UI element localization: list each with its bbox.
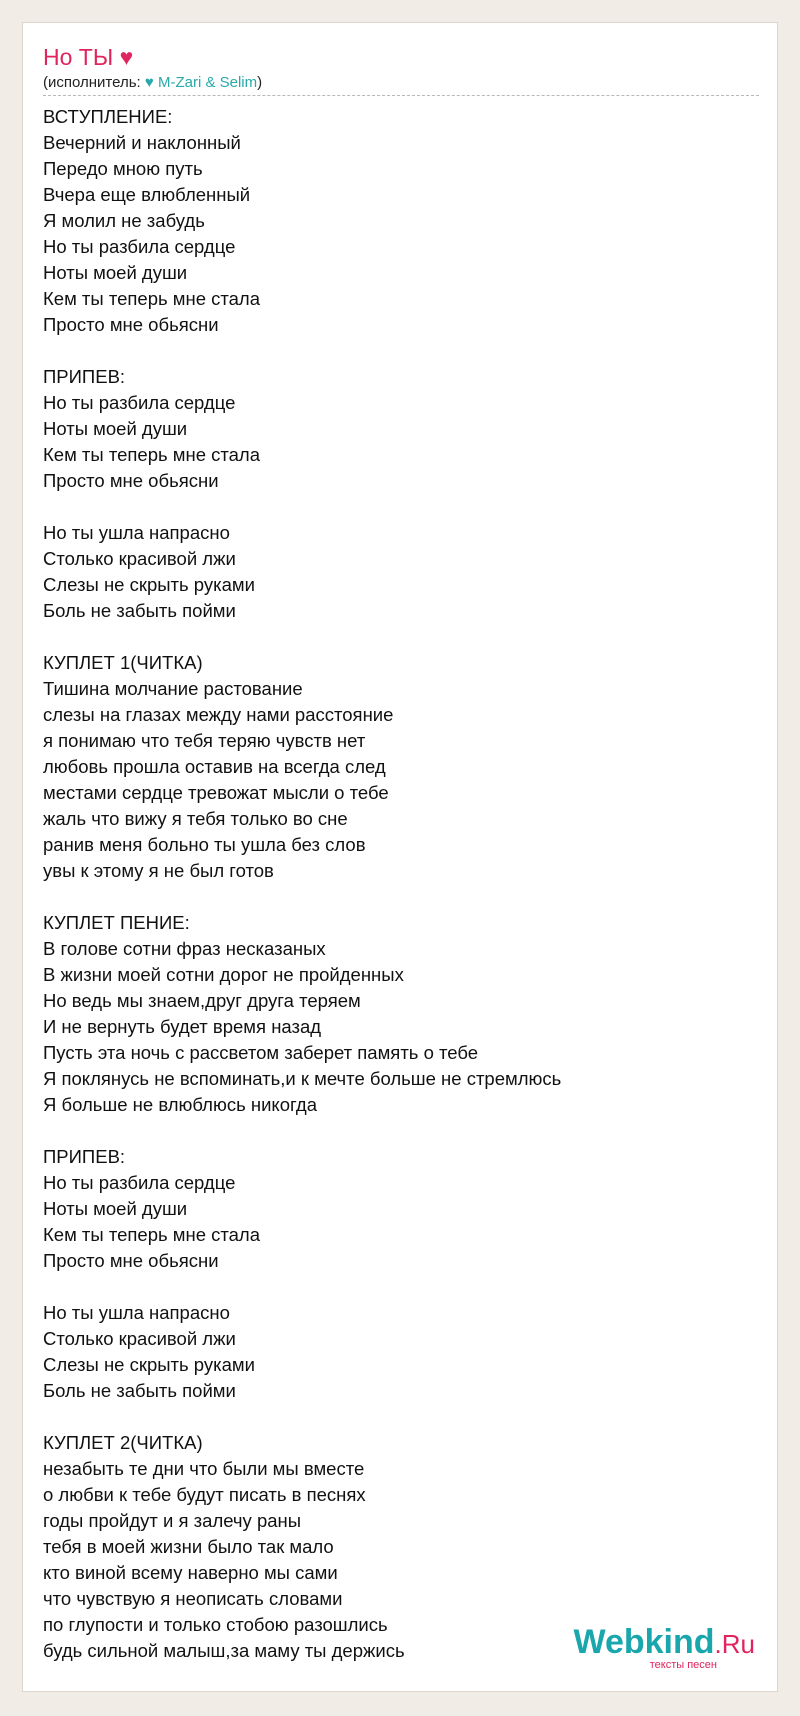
lyrics-line: будь сильной малыш,за маму ты держись — [43, 1640, 405, 1661]
lyrics-body — [43, 104, 759, 1690]
lyrics-stanza — [43, 650, 759, 884]
lyrics-line: КУПЛЕТ 1(ЧИТКА) — [43, 652, 203, 673]
lyrics-line: КУПЛЕТ ПЕНИЕ: — [43, 912, 190, 933]
lyrics-line: В жизни моей сотни дорог не пройденных — [43, 964, 404, 985]
lyrics-line: Кем ты теперь мне стала — [43, 1224, 261, 1245]
lyrics-line: Тишина молчание растование — [43, 678, 303, 699]
lyrics-line: И не вернуть будет время назад — [43, 1016, 322, 1037]
lyrics-line: тебя в моей жизни было так мало — [43, 1536, 334, 1557]
lyrics-line: кто виной всему наверно мы сами — [43, 1562, 338, 1583]
lyrics-line: Но ты ушла напрасно — [43, 1302, 230, 1323]
lyrics-line: Но ты разбила сердце — [43, 1172, 236, 1193]
lyrics-line: Я поклянусь не вспоминать,и к мечте больше не стремлюсь — [43, 1068, 562, 1089]
lyrics-line: Столько красивой лжи — [43, 1328, 236, 1349]
heart-icon: ♥ — [119, 44, 134, 70]
lyrics-line: Кем ты теперь мне стала — [43, 288, 261, 309]
lyrics-line: Боль не забыть пойми — [43, 600, 236, 621]
lyrics-line: Ноты моей души — [43, 262, 188, 283]
artist-line — [43, 74, 759, 96]
lyrics-line: ВСТУПЛЕНИЕ: — [43, 106, 173, 127]
lyrics-line: ПРИПЕВ: — [43, 366, 126, 387]
logo-suffix: .Ru — [714, 1629, 755, 1659]
artist-link[interactable] — [145, 74, 257, 91]
lyrics-line: местами сердце тревожат мысли о тебе — [43, 782, 389, 803]
lyrics-line: Но ведь мы знаем,друг друга теряем — [43, 990, 361, 1011]
lyrics-line: ранив меня больно ты ушла без слов — [43, 834, 366, 855]
lyrics-line: В голове сотни фраз несказаных — [43, 938, 326, 959]
lyrics-line: Ноты моей души — [43, 1198, 188, 1219]
lyrics-line: что чувствую я неописать словами — [43, 1588, 343, 1609]
lyrics-line: Ноты моей души — [43, 418, 188, 439]
song-title — [43, 43, 759, 71]
lyrics-stanza — [43, 104, 759, 338]
artist-suffix: ) — [257, 74, 263, 91]
artist-heart-icon: ♥ — [144, 74, 158, 91]
lyrics-line: жаль что вижу я тебя только во сне — [43, 808, 348, 829]
lyrics-line: годы пройдут и я залечу раны — [43, 1510, 302, 1531]
logo-tagline: тексты песен — [649, 1659, 717, 1671]
lyrics-card — [22, 22, 778, 1692]
site-logo[interactable] — [573, 1625, 755, 1671]
lyrics-line: Просто мне обьясни — [43, 470, 219, 491]
lyrics-line: Просто мне обьясни — [43, 314, 219, 335]
lyrics-line: Но ты ушла напрасно — [43, 522, 230, 543]
lyrics-line: Вечерний и наклонный — [43, 132, 241, 153]
lyrics-stanza — [43, 910, 759, 1118]
lyrics-line: Боль не забыть пойми — [43, 1380, 236, 1401]
lyrics-line: я понимаю что тебя теряю чувств нет — [43, 730, 366, 751]
lyrics-line: Просто мне обьясни — [43, 1250, 219, 1271]
lyrics-line: Но ты разбила сердце — [43, 392, 236, 413]
lyrics-line: Слезы не скрыть руками — [43, 1354, 255, 1375]
lyrics-line: Столько красивой лжи — [43, 548, 236, 569]
artist-prefix: (исполнитель: — [43, 74, 145, 91]
lyrics-line: слезы на глазах между нами расстояние — [43, 704, 394, 725]
logo-main-text: Webkind — [573, 1623, 715, 1661]
lyrics-stanza — [43, 364, 759, 494]
lyrics-line: Кем ты теперь мне стала — [43, 444, 261, 465]
song-header — [43, 43, 759, 96]
lyrics-line: любовь прошла оставив на всегда след — [43, 756, 386, 777]
logo-wordmark — [573, 1625, 755, 1661]
song-title-text: Но ТЫ — [43, 44, 114, 70]
lyrics-line: КУПЛЕТ 2(ЧИТКА) — [43, 1432, 203, 1453]
lyrics-line: Я молил не забудь — [43, 210, 205, 231]
lyrics-line: по глупости и только стобою разошлись — [43, 1614, 388, 1635]
lyrics-line: Пусть эта ночь с рассветом заберет память о тебе — [43, 1042, 479, 1063]
lyrics-line: Но ты разбила сердце — [43, 236, 236, 257]
lyrics-stanza — [43, 1144, 759, 1274]
lyrics-line: Вчера еще влюбленный — [43, 184, 251, 205]
artist-name: M-Zari & Selim — [157, 74, 258, 91]
lyrics-stanza — [43, 1300, 759, 1404]
lyrics-line: Я больше не влюблюсь никогда — [43, 1094, 318, 1115]
lyrics-stanza — [43, 520, 759, 624]
lyrics-line: о любви к тебе будут писать в песнях — [43, 1484, 366, 1505]
lyrics-line: Слезы не скрыть руками — [43, 574, 255, 595]
lyrics-line: Передо мною путь — [43, 158, 203, 179]
lyrics-line: ПРИПЕВ: — [43, 1146, 126, 1167]
lyrics-line: увы к этому я не был готов — [43, 860, 274, 881]
lyrics-line: незабыть те дни что были мы вместе — [43, 1458, 365, 1479]
